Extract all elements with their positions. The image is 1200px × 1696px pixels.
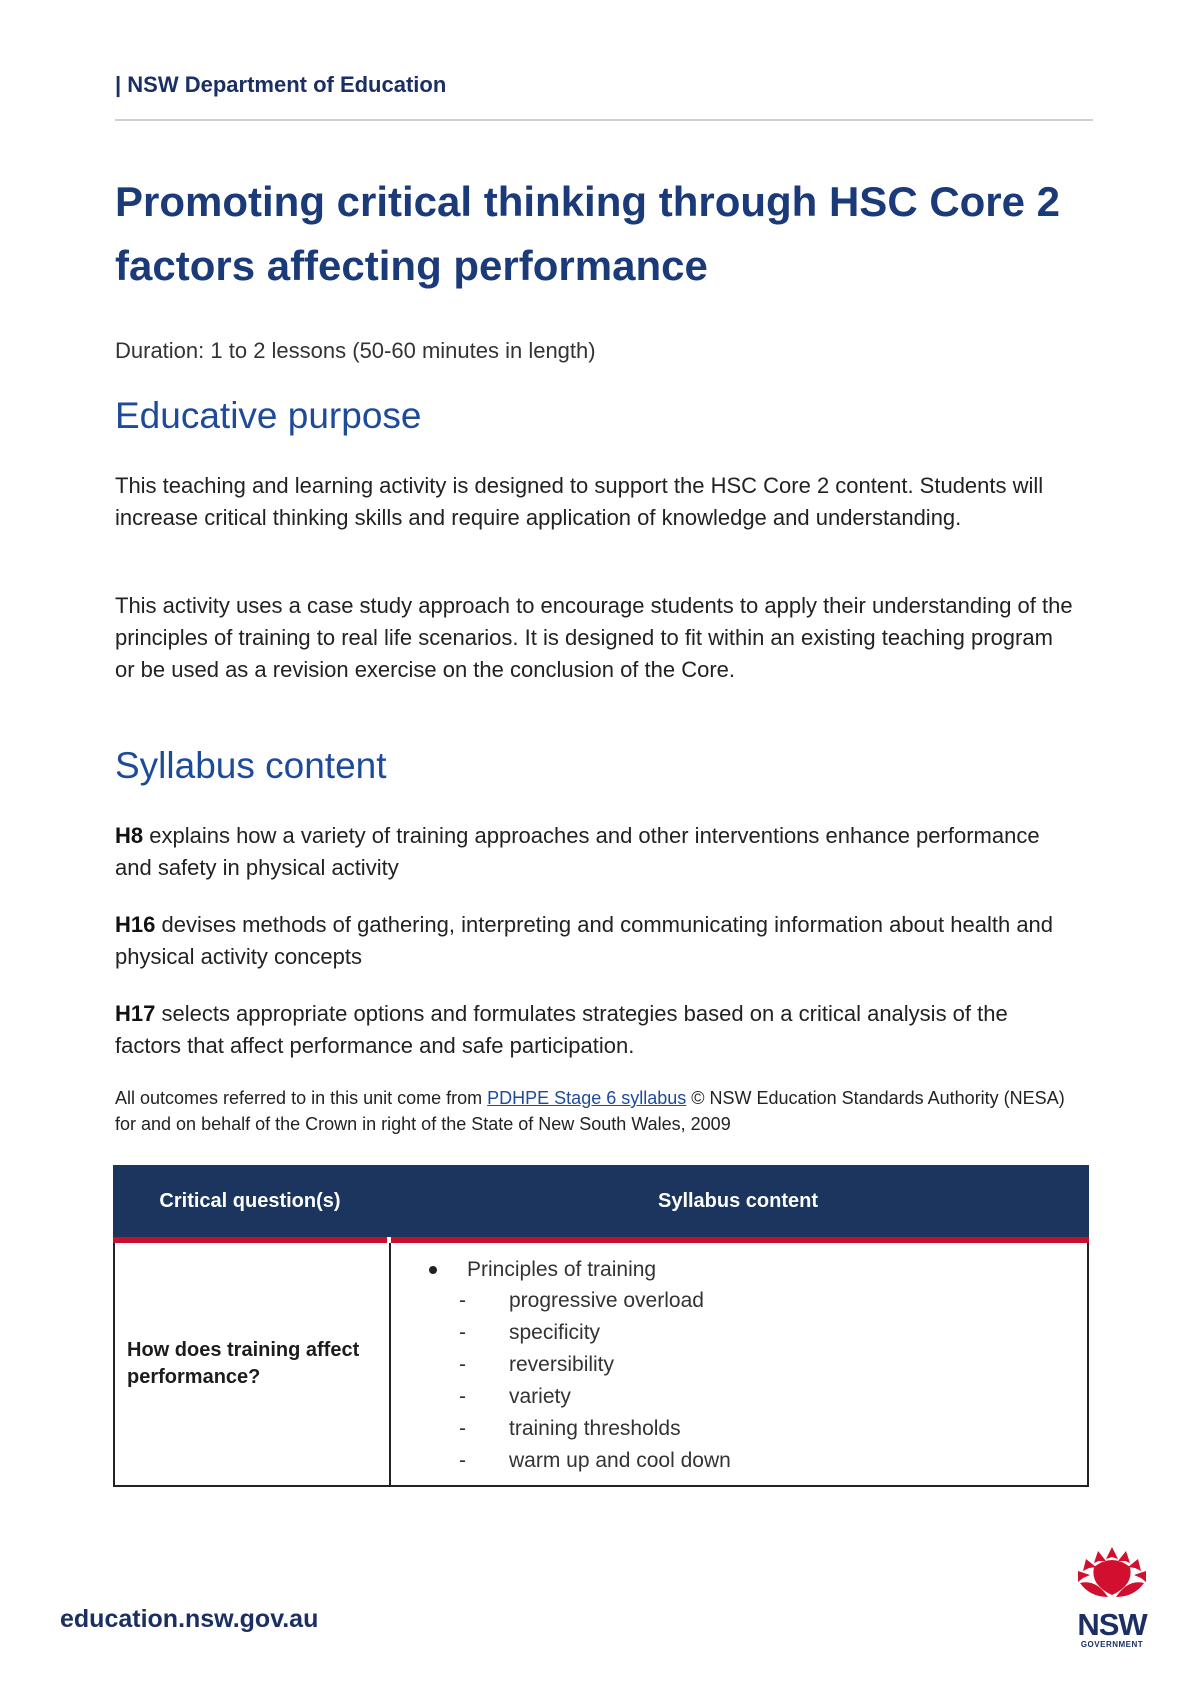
- sub-item-label: warm up and cool down: [509, 1449, 731, 1472]
- outcome-text: explains how a variety of training approaches and other interventions enhance performance and safety in physical activity: [115, 823, 1040, 880]
- dash-marker: -: [459, 1289, 466, 1312]
- sub-list-item: [423, 1413, 1087, 1445]
- waratah-flower-icon: [1068, 1545, 1156, 1607]
- dash-marker: -: [459, 1417, 466, 1440]
- syllabus-content-cell: [391, 1243, 1087, 1485]
- sub-item-label: specificity: [509, 1321, 601, 1344]
- nsw-government-logo: [1068, 1545, 1156, 1649]
- educative-purpose-heading: Educative purpose: [115, 395, 422, 436]
- header-critical-questions: Critical question(s): [159, 1189, 341, 1212]
- dash-marker: -: [459, 1321, 466, 1344]
- outcome-h8: [115, 820, 1075, 884]
- sub-list-item: [423, 1285, 1087, 1317]
- sub-list-item: [423, 1381, 1087, 1413]
- syllabus-table: [113, 1165, 1089, 1487]
- sub-item-label: reversibility: [509, 1353, 615, 1376]
- sub-list-item: [423, 1349, 1087, 1381]
- sub-item-label: progressive overload: [509, 1289, 704, 1312]
- dash-marker: -: [459, 1385, 466, 1408]
- sub-list-item: [423, 1317, 1087, 1349]
- logo-wordmark: NSW: [1077, 1607, 1147, 1642]
- table-row: [113, 1243, 1089, 1487]
- educative-paragraph-1: This teaching and learning activity is designed to support the HSC Core 2 content. Students will increase critical thinking skills and require application of knowledge and understanding.: [115, 473, 1044, 530]
- outcome-code: H8: [115, 823, 144, 848]
- pdhpe-syllabus-link[interactable]: PDHPE Stage 6 syllabus: [487, 1088, 687, 1108]
- educative-paragraph-2: This activity uses a case study approach to encourage students to apply their understanding of the principles of training to real life scenarios. It is designed to fit within an existing teaching program or be used as a revision exercise on the conclusion of the Core.: [115, 593, 1073, 682]
- page-title: Promoting critical thinking through HSC Core 2 factors affecting performance: [115, 178, 1061, 289]
- outcome-code: H16: [115, 912, 156, 937]
- outcome-h16: [115, 909, 1075, 973]
- header-syllabus-content: Syllabus content: [657, 1189, 819, 1212]
- bullet-label: Principles of training: [467, 1258, 657, 1281]
- sub-item-label: training thresholds: [509, 1417, 681, 1440]
- outcome-h17: [115, 998, 1075, 1062]
- dash-marker: -: [459, 1449, 466, 1472]
- syllabus-source-note: [115, 1085, 1085, 1137]
- sub-list-item: [423, 1445, 1087, 1477]
- department-header: | NSW Department of Education: [115, 72, 447, 97]
- critical-question-cell: How does training affect performance?: [115, 1243, 391, 1485]
- sub-item-label: variety: [509, 1385, 571, 1408]
- dash-marker: -: [459, 1353, 466, 1376]
- note-text-copyright: © NSW Education Standards Authority (NESA) for and on behalf of the Crown in right of the State of New South Wales, 2009: [115, 1088, 1065, 1134]
- header-divider: [115, 119, 1093, 121]
- outcome-text: devises methods of gathering, interpreting and communicating information about health and physical activity concepts: [115, 912, 1054, 969]
- footer-website-link[interactable]: education.nsw.gov.au: [60, 1605, 319, 1633]
- bullet-icon: [429, 1266, 437, 1274]
- outcome-code: H17: [115, 1001, 156, 1026]
- duration-text: Duration: 1 to 2 lessons (50-60 minutes in length): [115, 338, 596, 363]
- logo-subtitle: GOVERNMENT: [1080, 1640, 1144, 1649]
- note-text: All outcomes referred to in this unit come from: [115, 1088, 488, 1108]
- outcome-text: selects appropriate options and formulates strategies based on a critical analysis of the factors that affect performance and safe participation.: [115, 1001, 1008, 1058]
- list-item: [423, 1255, 1087, 1285]
- syllabus-content-heading: Syllabus content: [115, 745, 387, 786]
- table-header-row: [113, 1165, 1089, 1237]
